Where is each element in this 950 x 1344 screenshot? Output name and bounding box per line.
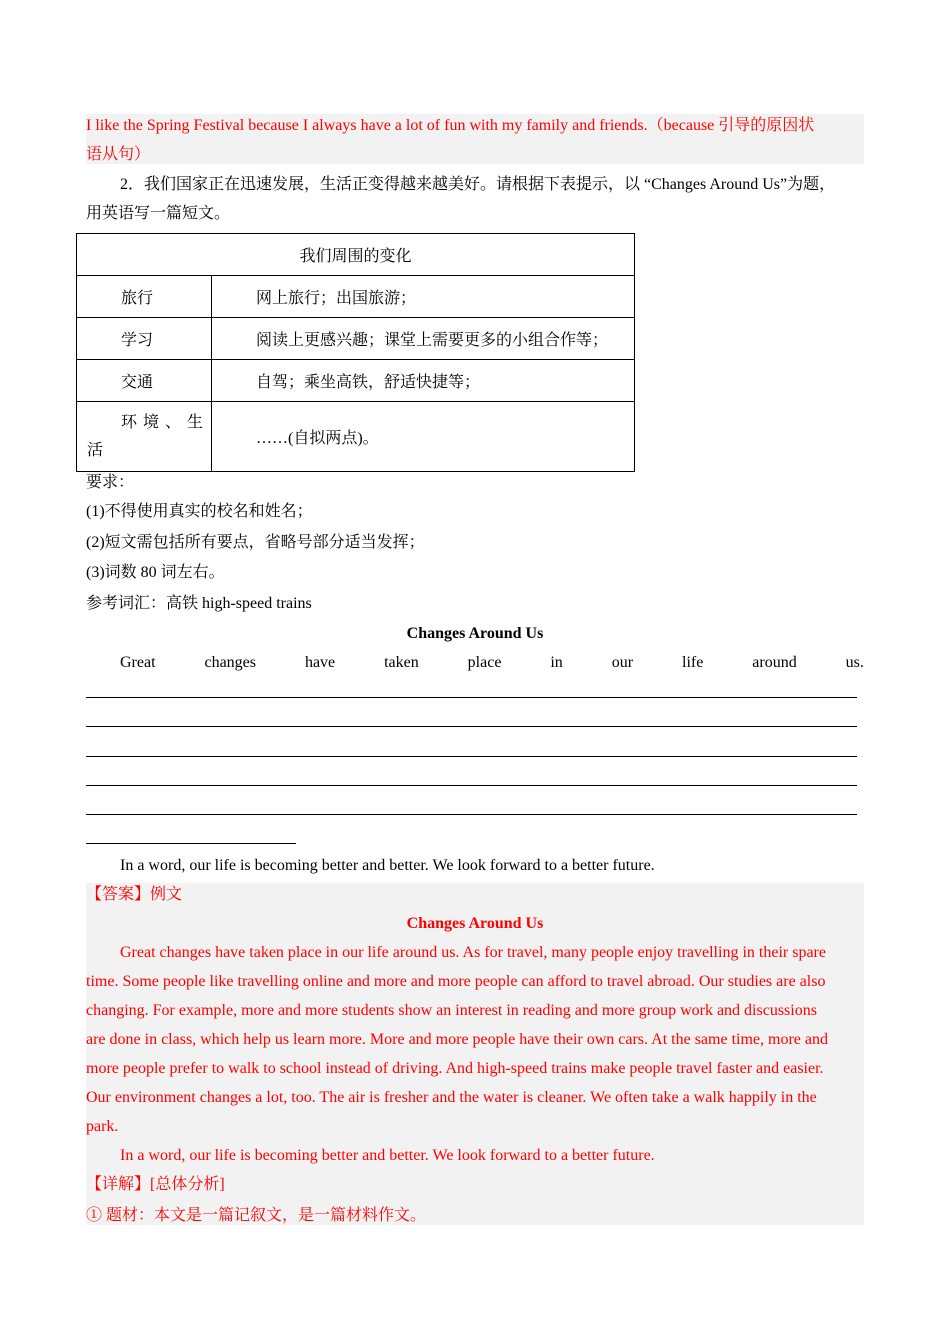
writing-blank-line[interactable]	[86, 785, 857, 786]
table-key: 交通	[77, 360, 212, 402]
intro-line-2: 语从句）	[86, 146, 151, 163]
table-key	[77, 402, 212, 472]
table-row	[77, 402, 635, 472]
table-caption: 我们周围的变化	[77, 234, 635, 276]
hint-table	[76, 233, 635, 472]
answer-title: Changes Around Us	[406, 915, 544, 932]
essay-word: us.	[845, 654, 864, 671]
table-key-char: 环	[121, 413, 138, 431]
essay-word: Great	[120, 654, 156, 671]
table-row	[77, 360, 635, 402]
table-key-char: 生	[186, 413, 203, 431]
essay-word: around	[752, 654, 797, 671]
requirement-item: (3)词数 80 词左右。	[86, 564, 225, 581]
answer-closing: In a word, our life is becoming better and better. We look forward to a better future.	[120, 1147, 655, 1164]
essay-first-line	[120, 652, 864, 674]
table-key: 学习	[77, 318, 212, 360]
writing-blank-line[interactable]	[86, 726, 857, 727]
table-value: ……(自拟两点)。	[212, 402, 635, 472]
essay-word: our	[611, 654, 634, 671]
essay-title: Changes Around Us	[406, 625, 544, 642]
answer-line: Great changes have taken place in our life around us. As for travel, many people enjoy travelling in their spare	[120, 944, 826, 961]
answer-line: park.	[86, 1118, 119, 1135]
table-key-char: 、	[164, 413, 181, 431]
vocab-hint: 参考词汇：高铁 high-speed trains	[86, 595, 312, 612]
table-value: 自驾；乘坐高铁，舒适快捷等；	[212, 360, 635, 402]
table-row	[77, 318, 635, 360]
table-value: 网上旅行；出国旅游；	[212, 276, 635, 318]
requirements-title: 要求：	[86, 474, 135, 491]
table-row	[77, 276, 635, 318]
table-value: 阅读上更感兴趣；课堂上需要更多的小组合作等；	[212, 318, 635, 360]
detail-item: ① 题材：本文是一篇记叙文，是一篇材料作文。	[86, 1207, 427, 1224]
essay-word: have	[304, 654, 336, 671]
essay-word: place	[467, 654, 502, 671]
writing-blank-line[interactable]	[86, 756, 857, 757]
answer-line: are done in class, which help us learn more. More and more people have their own cars. At the same time, more and	[86, 1031, 828, 1048]
question-line-1: 2．我们国家正在迅速发展，生活正变得越来越美好。请根据下表提示，以 “Changes Around Us”为题，	[120, 176, 836, 193]
answer-line: changing. For example, more and more students show an interest in reading and more group work and discussions	[86, 1002, 817, 1019]
writing-blank-line[interactable]	[86, 843, 296, 844]
writing-blank-line[interactable]	[86, 814, 857, 815]
intro-line-1: I like the Spring Festival because I always have a lot of fun with my family and friends.（because 引导的原因状	[86, 117, 815, 134]
table-key-tail: 活	[87, 441, 104, 459]
table-key: 旅行	[77, 276, 212, 318]
requirement-item: (2)短文需包括所有要点，省略号部分适当发挥；	[86, 534, 425, 551]
essay-word: life	[682, 654, 704, 671]
answer-label: 【答案】例文	[86, 886, 183, 903]
requirement-item: (1)不得使用真实的校名和姓名；	[86, 503, 313, 520]
essay-closing: In a word, our life is becoming better and better. We look forward to a better future.	[120, 857, 655, 874]
essay-word: taken	[384, 654, 419, 671]
table-key-char: 境	[142, 413, 159, 431]
answer-line: time. Some people like travelling online and more and more people can afford to travel abroad. Our studies are also	[86, 973, 826, 990]
essay-word: changes	[204, 654, 256, 671]
essay-word: in	[550, 654, 563, 671]
answer-line: Our environment changes a lot, too. The air is fresher and the water is cleaner. We often take a walk happily in the	[86, 1089, 817, 1106]
answer-line: more people prefer to walk to school instead of driving. And high-speed trains make people travel faster and easier.	[86, 1060, 824, 1077]
detail-label: 【详解】[总体分析]	[86, 1176, 225, 1193]
question-line-2: 用英语写一篇短文。	[86, 205, 231, 222]
writing-blank-line[interactable]	[86, 697, 857, 698]
